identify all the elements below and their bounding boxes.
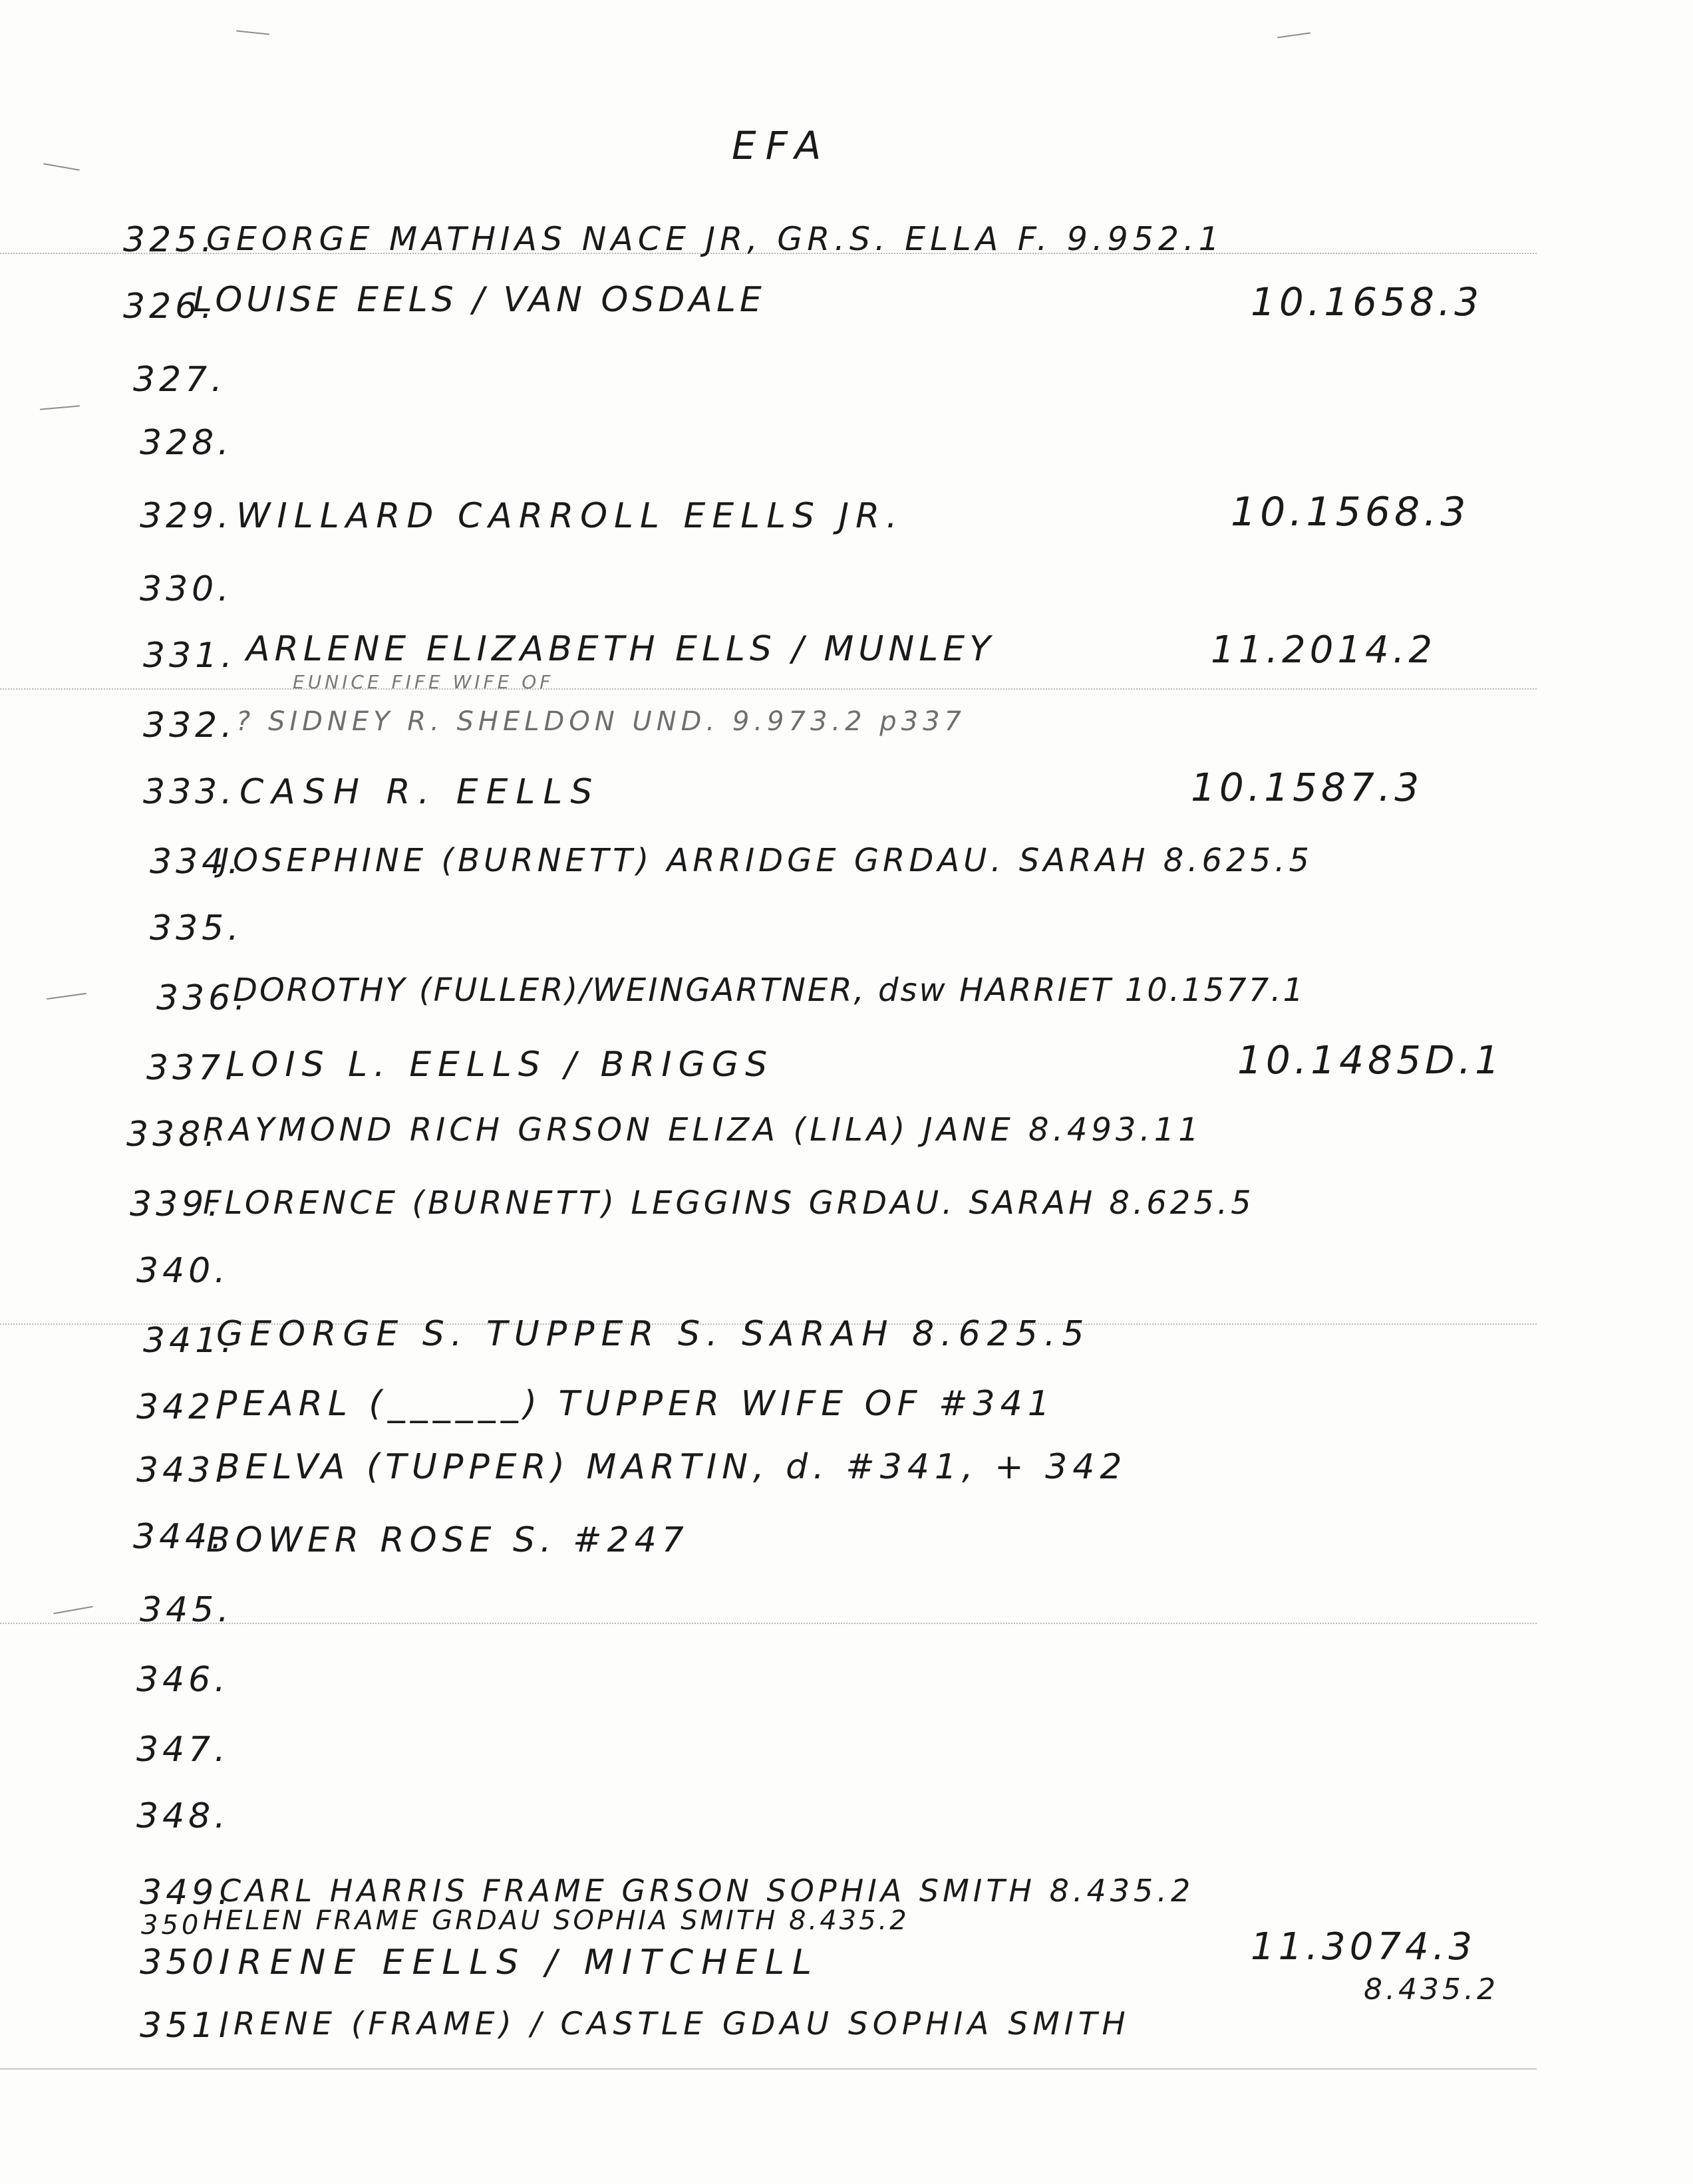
scan-mark bbox=[40, 405, 80, 410]
entry-text: LOUISE EELS / VAN OSDALE bbox=[193, 280, 766, 320]
entry-text: HELEN FRAME GRDAU SOPHIA SMITH 8.435.2 bbox=[203, 1905, 909, 1936]
entry-text: FLORENCE (BURNETT) LEGGINS GRDAU. SARAH 8.625.5 bbox=[203, 1184, 1255, 1222]
entry-text: BOWER ROSE S. #247 bbox=[206, 1520, 689, 1560]
entry-number: 340. bbox=[136, 1251, 230, 1291]
entry-text: IRENE (FRAME) / CASTLE GDAU SOPHIA SMITH bbox=[220, 2006, 1130, 2042]
entry-text: CASH R. EELLS bbox=[239, 772, 601, 812]
entry-number: 344. bbox=[133, 1517, 226, 1557]
entry-text: ? SIDNEY R. SHELDON UND. 9.973.2 p337 bbox=[236, 706, 967, 737]
entry-number: 343. bbox=[136, 1450, 230, 1490]
entry-number: 350 bbox=[141, 1910, 202, 1941]
entry-number: 338. bbox=[126, 1115, 220, 1155]
entry-number: 325. bbox=[123, 220, 216, 260]
entry-text: PEARL (______) TUPPER WIFE OF #341 bbox=[216, 1384, 1055, 1424]
entry-number: 337. bbox=[146, 1048, 239, 1088]
entry-text: DOROTHY (FULLER)/WEINGARTNER, dsw HARRIET 10.1577.1 bbox=[233, 972, 1306, 1009]
entry-number: 326. bbox=[123, 287, 216, 327]
entry-text: ARLENE ELIZABETH ELLS / MUNLEY bbox=[246, 629, 995, 669]
entry-number: 350. bbox=[140, 1943, 233, 1982]
entry-reference: 11.2014.2 bbox=[1211, 628, 1437, 672]
entry-reference: 8.435.2 bbox=[1364, 1973, 1499, 2006]
entry-text: GEORGE S. TUPPER S. SARAH 8.625.5 bbox=[216, 1314, 1091, 1354]
entry-reference: 11.3074.3 bbox=[1251, 1925, 1477, 1969]
entry-number: 335. bbox=[150, 908, 243, 948]
entry-number: 348. bbox=[136, 1796, 230, 1836]
entry-number: 331. bbox=[143, 636, 236, 676]
entry-number: 341. bbox=[143, 1321, 236, 1361]
entry-number: 330. bbox=[140, 569, 233, 609]
scan-mark bbox=[53, 1606, 92, 1614]
entry-text: WILLARD CARROLL EELLS JR. bbox=[236, 496, 904, 536]
entry-number: 327. bbox=[133, 360, 226, 400]
entry-number: 333. bbox=[143, 772, 236, 812]
entry-number: 345. bbox=[140, 1590, 233, 1630]
entry-text: IRENE EELLS / MITCHELL bbox=[220, 1943, 820, 1982]
entry-number: 339. bbox=[130, 1184, 223, 1224]
scan-rule bbox=[0, 688, 1537, 690]
entry-text: LOIS L. EELLS / BRIGGS bbox=[226, 1045, 774, 1085]
page-title: EFA bbox=[732, 123, 831, 168]
scan-rule bbox=[0, 2068, 1537, 2070]
entry-number: 351. bbox=[140, 2006, 233, 2046]
entry-number: 342. bbox=[136, 1387, 230, 1427]
entry-text: JOSEPHINE (BURNETT) ARRIDGE GRDAU. SARAH 8.625.5 bbox=[220, 842, 1313, 879]
scan-mark bbox=[43, 163, 80, 171]
scan-mark bbox=[236, 30, 269, 35]
entry-number: 346. bbox=[136, 1660, 230, 1700]
scan-mark bbox=[1277, 33, 1310, 39]
entry-reference: 10.1485D.1 bbox=[1237, 1037, 1503, 1083]
entry-number: 329. bbox=[140, 496, 233, 536]
entry-text: BELVA (TUPPER) MARTIN, d. #341, + 342 bbox=[216, 1447, 1128, 1487]
entry-number: 347. bbox=[136, 1730, 230, 1770]
entry-text: GEORGE MATHIAS NACE JR, GR.S. ELLA F. 9.952.1 bbox=[206, 220, 1224, 258]
scan-mark bbox=[47, 993, 86, 1000]
entry-number: 349. bbox=[140, 1873, 233, 1913]
entry-number: 332. bbox=[143, 706, 236, 746]
entry-reference: 10.1658.3 bbox=[1251, 279, 1483, 325]
entry-number: 328. bbox=[140, 423, 233, 463]
entry-text: CARL HARRIS FRAME GRSON SOPHIA SMITH 8.435.2 bbox=[220, 1873, 1195, 1909]
entry-number: 336. bbox=[156, 978, 249, 1018]
entry-number: 334. bbox=[150, 842, 243, 882]
entry-reference: 10.1568.3 bbox=[1231, 489, 1470, 535]
entry-text: RAYMOND RICH GRSON ELIZA (LILA) JANE 8.493.11 bbox=[203, 1111, 1203, 1149]
annotation-note: EUNICE FIFE WIFE OF bbox=[293, 671, 554, 693]
entry-reference: 10.1587.3 bbox=[1191, 765, 1424, 810]
